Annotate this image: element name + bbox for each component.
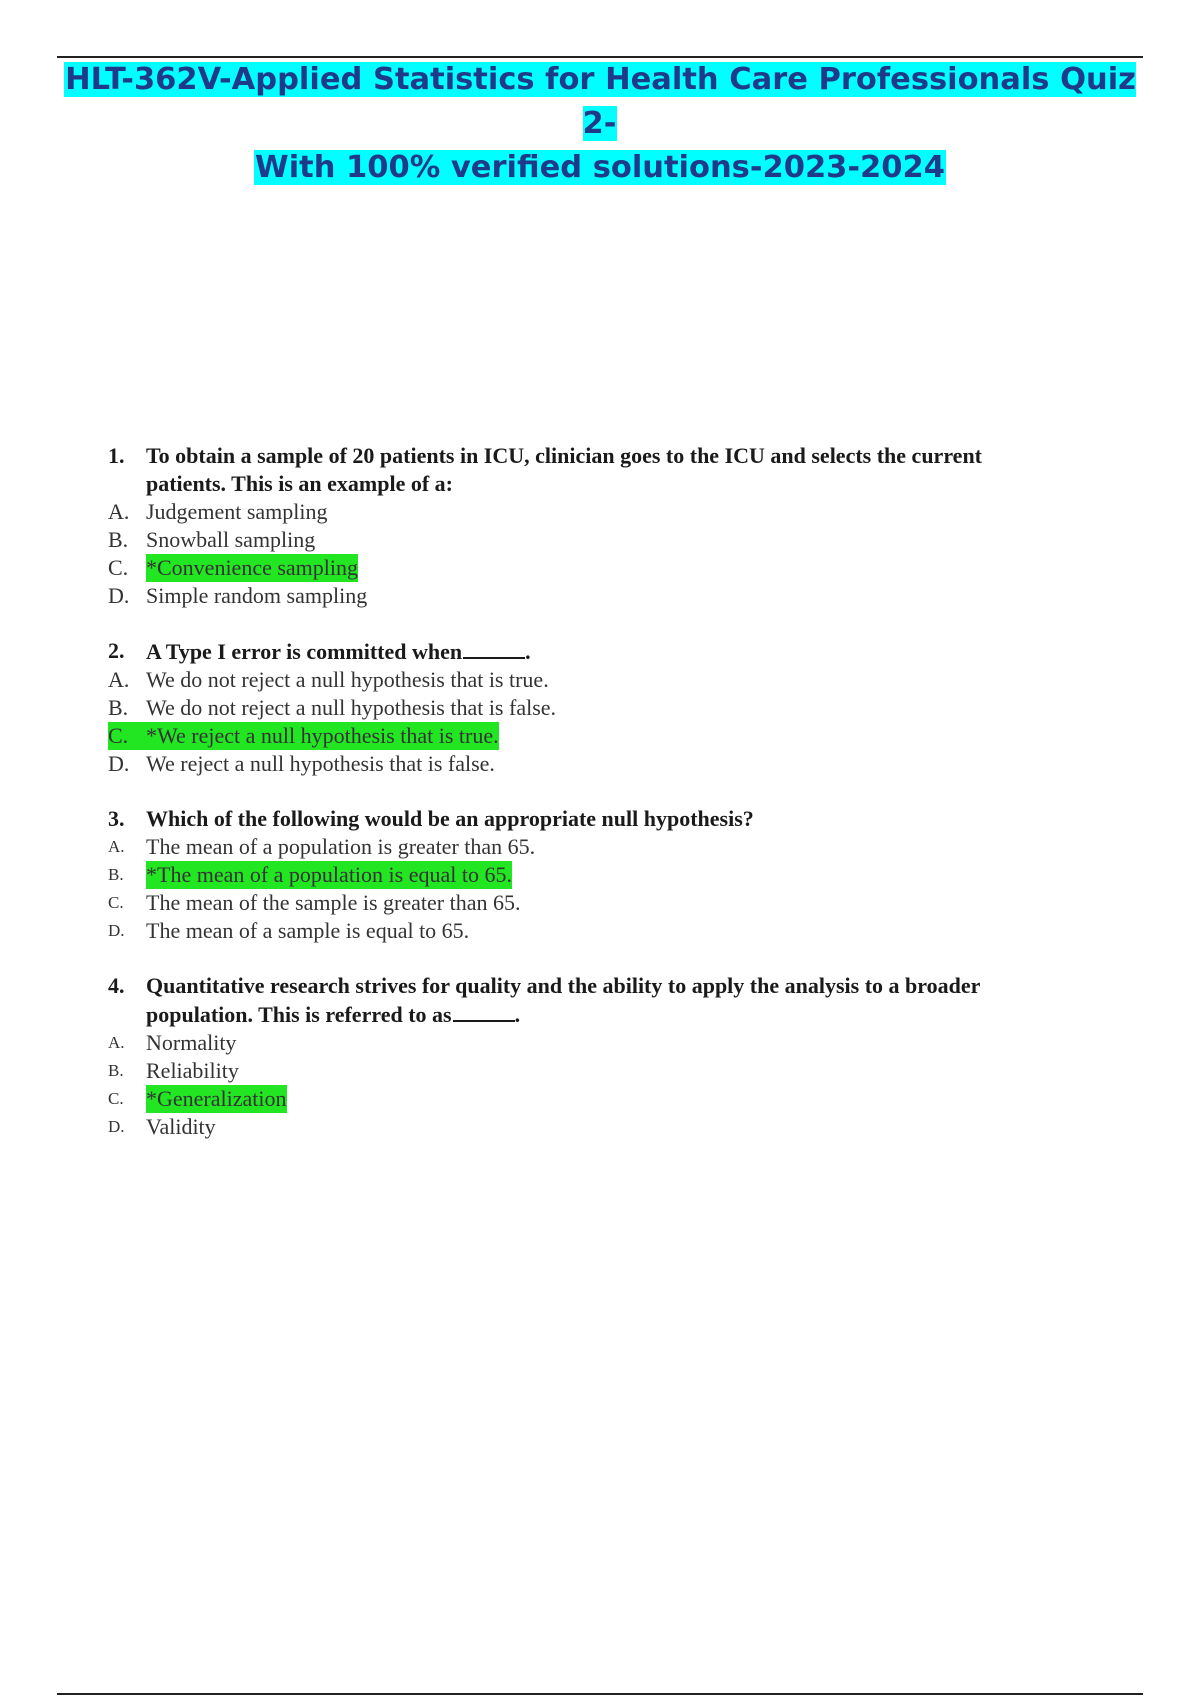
option-text: We do not reject a null hypothesis that is false. (146, 695, 557, 720)
option-letter: C. (108, 893, 124, 912)
question-1 (108, 442, 1108, 610)
correct-answer-text: *Convenience sampling (146, 555, 359, 580)
correct-answer-text: *The mean of a population is equal to 65. (146, 862, 512, 887)
option-text: Simple random sampling (146, 583, 368, 608)
option-c-correct (108, 554, 1108, 582)
option-text: Reliability (146, 1058, 239, 1083)
option-a (108, 833, 1108, 861)
question-number: 1. (108, 443, 125, 468)
question-number: 4. (108, 973, 125, 998)
question-text (146, 637, 1108, 666)
question-text (146, 442, 1108, 498)
document-title (60, 58, 1140, 190)
title-line-1: HLT-362V-Applied Statistics for Health Care Professionals Quiz 2- (65, 62, 1136, 141)
question-list (108, 442, 1108, 1168)
option-letter: A. (108, 1033, 125, 1052)
option-text: Validity (146, 1114, 216, 1139)
option-text: The mean of the sample is greater than 65. (146, 890, 521, 915)
option-letter: B. (108, 1061, 124, 1080)
question-text-line-1: Quantitative research strives for quality and the ability to apply the analysis to a broader (146, 973, 981, 998)
question-2 (108, 637, 1108, 778)
option-d (108, 582, 1108, 610)
option-a (108, 1029, 1108, 1057)
question-number: 3. (108, 806, 125, 831)
answer-blank (453, 1000, 515, 1022)
question-stem (108, 805, 1108, 833)
question-stem (108, 442, 1108, 498)
option-a (108, 666, 1108, 694)
bottom-rule (57, 1693, 1143, 1695)
option-text: Normality (146, 1030, 237, 1055)
option-letter: A. (108, 837, 125, 856)
option-d (108, 750, 1108, 778)
option-text: The mean of a population is greater than 65. (146, 834, 536, 859)
option-b-correct (108, 861, 1108, 889)
question-stem (108, 972, 1108, 1029)
option-b (108, 694, 1108, 722)
option-letter: D. (108, 921, 125, 940)
question-text-line-1: To obtain a sample of 20 patients in ICU, clinician goes to the ICU and selects the current (146, 443, 983, 468)
question-number: 2. (108, 638, 125, 663)
title-line-2: With 100% verified solutions-2023-2024 (255, 150, 945, 185)
option-b (108, 526, 1108, 554)
correct-answer-text: *We reject a null hypothesis that is true. (146, 723, 499, 748)
question-text-end: . (525, 639, 531, 664)
option-text: We do not reject a null hypothesis that is true. (146, 667, 549, 692)
option-c (108, 889, 1108, 917)
option-c-correct (108, 722, 1108, 750)
option-d (108, 1113, 1108, 1141)
question-text-line-2: patients. This is an example of a: (146, 471, 454, 496)
option-text: Snowball sampling (146, 527, 316, 552)
question-text-line-1: A Type I error is committed when (146, 639, 463, 664)
option-b (108, 1057, 1108, 1085)
option-text: Judgement sampling (146, 499, 328, 524)
option-text: We reject a null hypothesis that is false. (146, 751, 495, 776)
question-text-end: . (514, 1002, 521, 1027)
option-letter: B. (108, 527, 129, 552)
option-letter: C. (108, 1089, 124, 1108)
question-text (146, 972, 1108, 1029)
option-letter: A. (108, 499, 130, 524)
question-text-line-2: population. This is referred to as (146, 1002, 452, 1027)
question-text: Which of the following would be an appropriate null hypothesis? (146, 806, 754, 831)
option-letter: D. (108, 583, 130, 608)
option-letter: D. (108, 751, 130, 776)
question-stem (108, 637, 1108, 666)
correct-answer-text: *Generalization (146, 1086, 287, 1111)
option-letter: C. (108, 722, 146, 750)
option-letter: A. (108, 667, 130, 692)
question-3 (108, 805, 1108, 945)
option-letter: D. (108, 1117, 125, 1136)
option-d (108, 917, 1108, 945)
option-c-correct (108, 1085, 1108, 1113)
option-letter: C. (108, 555, 129, 580)
question-4 (108, 972, 1108, 1141)
option-letter: B. (108, 865, 124, 884)
option-text: The mean of a sample is equal to 65. (146, 918, 470, 943)
answer-blank (463, 637, 525, 659)
option-a (108, 498, 1108, 526)
option-letter: B. (108, 695, 129, 720)
